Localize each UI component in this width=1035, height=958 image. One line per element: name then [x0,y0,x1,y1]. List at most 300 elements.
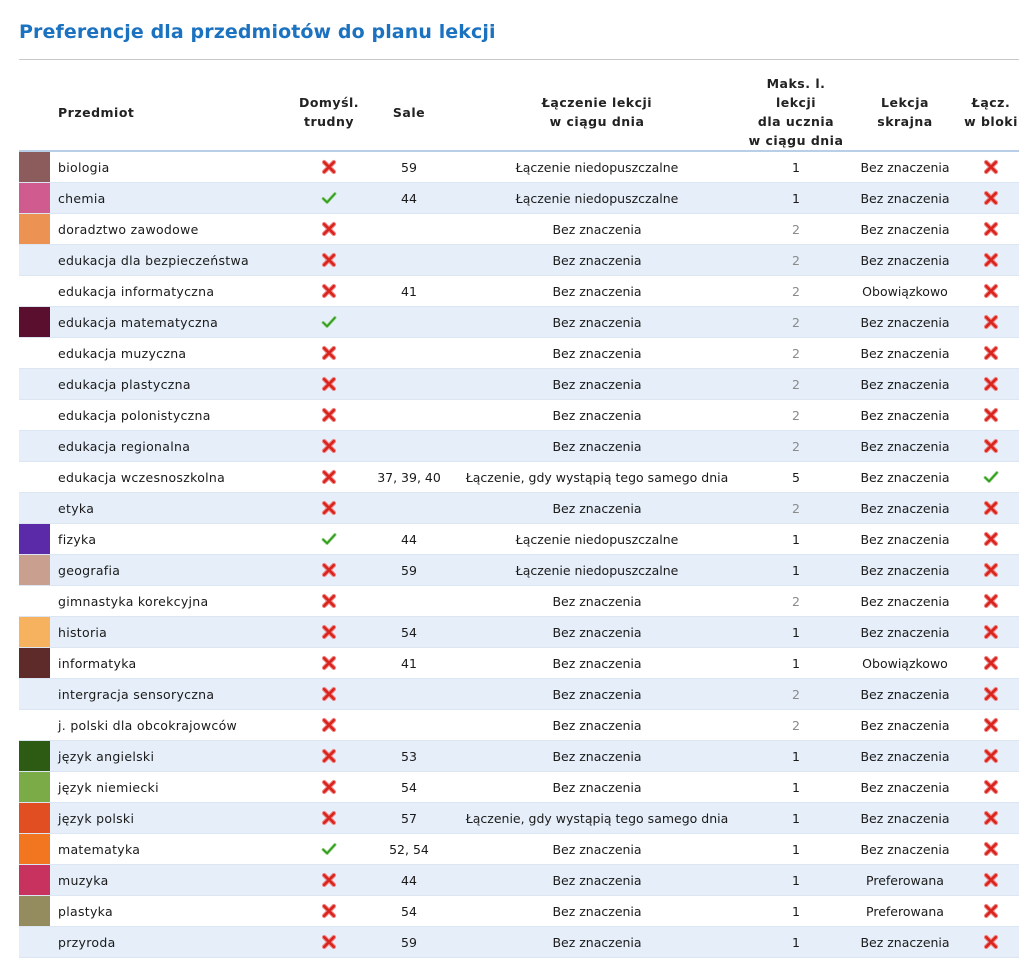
edge-lesson-cell: Bez znaczenia [847,431,963,462]
lesson-joining-cell: Bez znaczenia [449,493,745,524]
red-x-icon [983,376,999,392]
edge-lesson-cell: Bez znaczenia [847,927,963,958]
max-lessons-cell: 1 [745,524,847,555]
default-hard-cell[interactable] [289,772,369,803]
rooms-cell [369,338,449,369]
max-lessons-cell: 1 [745,617,847,648]
table-row[interactable] [19,679,1019,710]
subject-color-swatch [19,741,50,771]
table-row[interactable] [19,865,1019,896]
table-row[interactable] [19,555,1019,586]
edge-lesson-cell: Bez znaczenia [847,214,963,245]
red-x-icon [983,252,999,268]
subject-color-cell [19,493,50,524]
subject-color-cell [19,927,50,958]
lesson-joining-cell: Bez znaczenia [449,400,745,431]
subject-name[interactable]: plastyka [50,896,289,927]
lesson-joining-cell: Bez znaczenia [449,834,745,865]
default-hard-cell[interactable] [289,183,369,214]
edge-lesson-cell: Bez znaczenia [847,493,963,524]
max-lessons-cell: 2 [745,679,847,710]
max-lessons-cell: 1 [745,648,847,679]
default-hard-cell[interactable] [289,896,369,927]
red-x-icon [983,655,999,671]
table-row[interactable] [19,151,1019,183]
rooms-cell: 59 [369,151,449,183]
subject-name[interactable]: intergracja sensoryczna [50,679,289,710]
rooms-cell: 44 [369,865,449,896]
default-hard-cell[interactable] [289,524,369,555]
subject-color-swatch [19,524,50,554]
join-blocks-cell[interactable] [963,524,1019,555]
subject-name[interactable]: historia [50,617,289,648]
edge-lesson-cell: Bez znaczenia [847,741,963,772]
edge-lesson-cell: Bez znaczenia [847,772,963,803]
green-check-icon [321,531,337,547]
default-hard-cell[interactable] [289,307,369,338]
table-row[interactable] [19,369,1019,400]
header-rooms[interactable]: Sale [369,74,449,151]
subject-color-swatch [19,803,50,833]
rooms-cell [369,710,449,741]
red-x-icon [321,903,337,919]
subject-name[interactable]: informatyka [50,648,289,679]
red-x-icon [983,407,999,423]
red-x-icon [321,469,337,485]
red-x-icon [983,872,999,888]
table-row[interactable] [19,586,1019,617]
subject-color-cell [19,245,50,276]
red-x-icon [321,500,337,516]
max-lessons-cell: 2 [745,214,847,245]
max-lessons-cell: 1 [745,555,847,586]
edge-lesson-cell: Bez znaczenia [847,803,963,834]
table-row[interactable] [19,803,1019,834]
page-title: Preferencje dla przedmiotów do planu lekcji [19,21,496,43]
red-x-icon [983,779,999,795]
join-blocks-cell[interactable] [963,245,1019,276]
subject-color-cell [19,648,50,679]
subject-color-cell [19,307,50,338]
rooms-cell [369,679,449,710]
red-x-icon [983,903,999,919]
default-hard-cell[interactable] [289,493,369,524]
header-subject[interactable]: Przedmiot [50,74,289,151]
table-row[interactable] [19,214,1019,245]
subject-color-cell [19,183,50,214]
max-lessons-cell: 1 [745,151,847,183]
subject-name[interactable]: edukacja plastyczna [50,369,289,400]
rooms-cell: 37, 39, 40 [369,462,449,493]
subject-color-cell [19,679,50,710]
subject-color-swatch [19,772,50,802]
red-x-icon [321,438,337,454]
table-row[interactable] [19,493,1019,524]
green-check-icon [983,469,999,485]
default-hard-cell[interactable] [289,462,369,493]
subject-color-swatch [19,214,50,244]
green-check-icon [321,841,337,857]
red-x-icon [321,283,337,299]
join-blocks-cell[interactable] [963,307,1019,338]
subject-color-cell [19,865,50,896]
red-x-icon [983,190,999,206]
table-row[interactable] [19,710,1019,741]
subject-color-cell [19,710,50,741]
max-lessons-cell: 2 [745,245,847,276]
table-row[interactable] [19,834,1019,865]
default-hard-cell[interactable] [289,555,369,586]
subject-name[interactable]: matematyka [50,834,289,865]
edge-lesson-cell: Preferowana [847,896,963,927]
subject-color-cell [19,431,50,462]
edge-lesson-cell: Bez znaczenia [847,307,963,338]
default-hard-cell[interactable] [289,927,369,958]
edge-lesson-cell: Bez znaczenia [847,400,963,431]
lesson-joining-cell: Bez znaczenia [449,710,745,741]
max-lessons-cell: 1 [745,834,847,865]
edge-lesson-cell: Bez znaczenia [847,679,963,710]
default-hard-cell[interactable] [289,338,369,369]
rooms-cell [369,214,449,245]
lesson-joining-cell: Bez znaczenia [449,896,745,927]
green-check-icon [321,314,337,330]
rooms-cell [369,586,449,617]
red-x-icon [983,221,999,237]
rooms-cell: 44 [369,524,449,555]
join-blocks-cell[interactable] [963,400,1019,431]
join-blocks-cell[interactable] [963,896,1019,927]
rooms-cell: 41 [369,276,449,307]
default-hard-cell[interactable] [289,617,369,648]
join-blocks-cell[interactable] [963,214,1019,245]
join-blocks-cell[interactable] [963,865,1019,896]
red-x-icon [321,221,337,237]
edge-lesson-cell: Obowiązkowo [847,276,963,307]
subject-color-cell [19,524,50,555]
default-hard-cell[interactable] [289,400,369,431]
rooms-cell: 54 [369,617,449,648]
subject-name[interactable]: fizyka [50,524,289,555]
table-row[interactable] [19,927,1019,958]
edge-lesson-cell: Bez znaczenia [847,369,963,400]
join-blocks-cell[interactable] [963,710,1019,741]
table-row[interactable] [19,524,1019,555]
header-edge-lesson[interactable]: Lekcja skrajna [847,74,963,151]
rooms-cell: 52, 54 [369,834,449,865]
max-lessons-cell: 1 [745,741,847,772]
subject-color-swatch [19,896,50,926]
lesson-joining-cell: Bez znaczenia [449,369,745,400]
subject-color-cell [19,462,50,493]
default-hard-cell[interactable] [289,865,369,896]
red-x-icon [983,748,999,764]
red-x-icon [321,717,337,733]
rooms-cell [369,307,449,338]
red-x-icon [321,748,337,764]
subject-name[interactable]: edukacja polonistyczna [50,400,289,431]
table-row[interactable] [19,276,1019,307]
rooms-cell [369,245,449,276]
join-blocks-cell[interactable] [963,493,1019,524]
subject-color-cell [19,151,50,183]
subject-name[interactable]: język polski [50,803,289,834]
lesson-joining-cell: Łączenie niedopuszczalne [449,151,745,183]
lesson-joining-cell: Bez znaczenia [449,648,745,679]
lesson-joining-cell: Łączenie niedopuszczalne [449,183,745,214]
subject-color-swatch [19,617,50,647]
title-divider [19,59,1019,60]
join-blocks-cell[interactable] [963,151,1019,183]
join-blocks-cell[interactable] [963,183,1019,214]
red-x-icon [321,655,337,671]
max-lessons-cell: 2 [745,369,847,400]
table-row[interactable] [19,617,1019,648]
header-color [19,74,50,151]
table-row[interactable] [19,307,1019,338]
default-hard-cell[interactable] [289,214,369,245]
table-row[interactable] [19,648,1019,679]
subject-name[interactable]: doradztwo zawodowe [50,214,289,245]
default-hard-cell[interactable] [289,431,369,462]
join-blocks-cell[interactable] [963,462,1019,493]
red-x-icon [321,252,337,268]
subject-name[interactable]: edukacja muzyczna [50,338,289,369]
rooms-cell: 59 [369,555,449,586]
red-x-icon [983,531,999,547]
max-lessons-cell: 2 [745,276,847,307]
rooms-cell [369,369,449,400]
red-x-icon [321,872,337,888]
red-x-icon [983,717,999,733]
subject-color-swatch [19,307,50,337]
table-row[interactable] [19,400,1019,431]
subject-name[interactable]: muzyka [50,865,289,896]
join-blocks-cell[interactable] [963,648,1019,679]
subject-color-cell [19,803,50,834]
red-x-icon [321,562,337,578]
rooms-cell: 54 [369,772,449,803]
lesson-joining-cell: Łączenie niedopuszczalne [449,524,745,555]
subject-name[interactable]: geografia [50,555,289,586]
join-blocks-cell[interactable] [963,679,1019,710]
header-default-hard[interactable]: Domyśl. trudny [289,74,369,151]
edge-lesson-cell: Bez znaczenia [847,462,963,493]
default-hard-cell[interactable] [289,276,369,307]
max-lessons-cell: 2 [745,400,847,431]
red-x-icon [983,283,999,299]
red-x-icon [321,376,337,392]
lesson-joining-cell: Bez znaczenia [449,431,745,462]
lesson-joining-cell: Bez znaczenia [449,214,745,245]
max-lessons-cell: 2 [745,338,847,369]
edge-lesson-cell: Bez znaczenia [847,555,963,586]
red-x-icon [983,500,999,516]
edge-lesson-cell: Bez znaczenia [847,710,963,741]
rooms-cell: 59 [369,927,449,958]
subject-name[interactable]: język niemiecki [50,772,289,803]
subject-name[interactable]: j. polski dla obcokrajowców [50,710,289,741]
red-x-icon [321,779,337,795]
lesson-joining-cell: Bez znaczenia [449,245,745,276]
red-x-icon [983,159,999,175]
subject-name[interactable]: edukacja dla bezpieczeństwa [50,245,289,276]
subject-color-cell [19,617,50,648]
rooms-cell: 41 [369,648,449,679]
red-x-icon [983,345,999,361]
lesson-joining-cell: Bez znaczenia [449,586,745,617]
subject-name[interactable]: gimnastyka korekcyjna [50,586,289,617]
join-blocks-cell[interactable] [963,741,1019,772]
edge-lesson-cell: Bez znaczenia [847,151,963,183]
subject-color-cell [19,369,50,400]
subject-color-cell [19,276,50,307]
subject-name[interactable]: język angielski [50,741,289,772]
table-row[interactable] [19,772,1019,803]
max-lessons-cell: 1 [745,927,847,958]
table-row[interactable] [19,462,1019,493]
join-blocks-cell[interactable] [963,772,1019,803]
subject-name[interactable]: edukacja informatyczna [50,276,289,307]
join-blocks-cell[interactable] [963,555,1019,586]
join-blocks-cell[interactable] [963,617,1019,648]
subject-color-swatch [19,834,50,864]
red-x-icon [983,438,999,454]
subject-name[interactable]: etyka [50,493,289,524]
red-x-icon [321,810,337,826]
join-blocks-cell[interactable] [963,369,1019,400]
lesson-joining-cell: Łączenie, gdy wystąpią tego samego dnia [449,462,745,493]
join-blocks-cell[interactable] [963,338,1019,369]
subject-name[interactable]: edukacja regionalna [50,431,289,462]
default-hard-cell[interactable] [289,741,369,772]
table-row[interactable] [19,741,1019,772]
lesson-joining-cell: Bez znaczenia [449,772,745,803]
lesson-joining-cell: Bez znaczenia [449,927,745,958]
lesson-joining-cell: Bez znaczenia [449,865,745,896]
subject-color-swatch [19,648,50,678]
default-hard-cell[interactable] [289,245,369,276]
join-blocks-cell[interactable] [963,586,1019,617]
red-x-icon [321,934,337,950]
red-x-icon [321,345,337,361]
red-x-icon [321,624,337,640]
max-lessons-cell: 2 [745,586,847,617]
red-x-icon [983,314,999,330]
edge-lesson-cell: Bez znaczenia [847,524,963,555]
subject-name[interactable]: edukacja wczesnoszkolna [50,462,289,493]
join-blocks-cell[interactable] [963,803,1019,834]
default-hard-cell[interactable] [289,151,369,183]
subject-color-cell [19,741,50,772]
edge-lesson-cell: Bez znaczenia [847,338,963,369]
default-hard-cell[interactable] [289,648,369,679]
lesson-joining-cell: Łączenie, gdy wystąpią tego samego dnia [449,803,745,834]
rooms-cell: 44 [369,183,449,214]
subject-color-cell [19,772,50,803]
max-lessons-cell: 2 [745,493,847,524]
table-row[interactable] [19,183,1019,214]
red-x-icon [983,841,999,857]
edge-lesson-cell: Bez znaczenia [847,183,963,214]
subject-color-swatch [19,865,50,895]
default-hard-cell[interactable] [289,679,369,710]
red-x-icon [321,407,337,423]
subject-name[interactable]: biologia [50,151,289,183]
subject-preferences-table [19,74,1019,958]
subject-name[interactable]: edukacja matematyczna [50,307,289,338]
lesson-joining-cell: Bez znaczenia [449,338,745,369]
edge-lesson-cell: Bez znaczenia [847,834,963,865]
default-hard-cell[interactable] [289,803,369,834]
join-blocks-cell[interactable] [963,834,1019,865]
subject-color-cell [19,586,50,617]
red-x-icon [983,810,999,826]
default-hard-cell[interactable] [289,710,369,741]
subject-name[interactable]: przyroda [50,927,289,958]
max-lessons-cell: 1 [745,865,847,896]
join-blocks-cell[interactable] [963,431,1019,462]
red-x-icon [983,934,999,950]
max-lessons-cell: 2 [745,307,847,338]
rooms-cell [369,400,449,431]
join-blocks-cell[interactable] [963,276,1019,307]
header-join-blocks[interactable]: Łącz. w bloki [963,74,1019,151]
table-row[interactable] [19,896,1019,927]
edge-lesson-cell: Bez znaczenia [847,586,963,617]
red-x-icon [321,593,337,609]
default-hard-cell[interactable] [289,834,369,865]
edge-lesson-cell: Bez znaczenia [847,245,963,276]
subject-color-cell [19,338,50,369]
max-lessons-cell: 5 [745,462,847,493]
table-row[interactable] [19,338,1019,369]
table-row[interactable] [19,431,1019,462]
subject-color-cell [19,555,50,586]
header-row [19,74,1019,151]
max-lessons-cell: 1 [745,183,847,214]
subject-name[interactable]: chemia [50,183,289,214]
lesson-joining-cell: Bez znaczenia [449,617,745,648]
lesson-joining-cell: Bez znaczenia [449,679,745,710]
subject-color-cell [19,834,50,865]
subject-color-cell [19,400,50,431]
default-hard-cell[interactable] [289,369,369,400]
lesson-joining-cell: Bez znaczenia [449,741,745,772]
subject-color-cell [19,214,50,245]
red-x-icon [321,159,337,175]
edge-lesson-cell: Preferowana [847,865,963,896]
max-lessons-cell: 1 [745,803,847,834]
rooms-cell: 53 [369,741,449,772]
max-lessons-cell: 2 [745,710,847,741]
default-hard-cell[interactable] [289,586,369,617]
red-x-icon [983,686,999,702]
max-lessons-cell: 2 [745,431,847,462]
table-row[interactable] [19,245,1019,276]
red-x-icon [321,686,337,702]
red-x-icon [983,562,999,578]
header-max-lessons[interactable]: Maks. l. lekcji dla ucznia w ciągu dnia [745,74,847,151]
lesson-joining-cell: Bez znaczenia [449,276,745,307]
join-blocks-cell[interactable] [963,927,1019,958]
rooms-cell: 54 [369,896,449,927]
subject-color-swatch [19,152,50,182]
subject-color-swatch [19,183,50,213]
lesson-joining-cell: Bez znaczenia [449,307,745,338]
max-lessons-cell: 1 [745,896,847,927]
header-lesson-joining[interactable]: Łączenie lekcji w ciągu dnia [449,74,745,151]
